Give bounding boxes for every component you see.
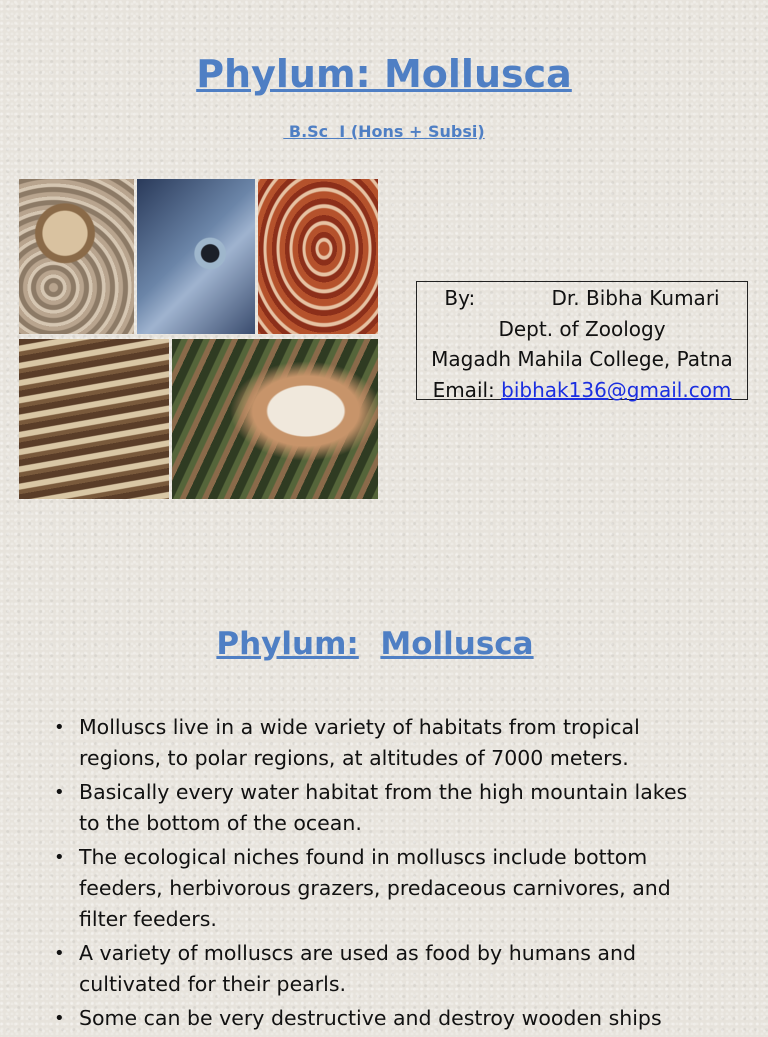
bullet-icon: • (54, 1008, 65, 1029)
bullet-icon: • (54, 717, 65, 738)
list-item: • Basically every water habitat from the high mountain lakes to the bottom of the ocean. (52, 777, 742, 839)
section-heading-part1: Phylum: (216, 626, 359, 662)
bullet-icon: • (54, 847, 65, 868)
author-department: Dept. of Zoology (498, 316, 666, 341)
author-name: By: Dr. Bibha Kumari (444, 286, 720, 310)
page-title: Phylum: Mollusca (196, 52, 572, 96)
nautilus-photo (172, 339, 378, 499)
chiton-photo (258, 179, 378, 334)
facts-list (52, 712, 742, 1037)
clam-shell-photo (19, 339, 169, 499)
author-info-box (416, 281, 748, 400)
list-item: • A variety of molluscs are used as food by humans and cultivated for their pearls. (52, 938, 742, 1000)
author-email-line (417, 375, 747, 406)
squid-photo (137, 179, 255, 334)
list-item: • The ecological niches found in molluscs include bottom feeders, herbivorous grazers, predaceous carnivores, and filter feeders. (52, 842, 742, 935)
list-item: • Some can be very destructive and destroy wooden ships (52, 1003, 742, 1034)
bullet-icon: • (54, 943, 65, 964)
author-college: Magadh Mahila College, Patna (431, 347, 733, 371)
bullet-icon: • (54, 782, 65, 803)
email-link[interactable]: bibhak136@gmail.com (501, 377, 732, 402)
section-heading-part2: Mollusca (380, 626, 534, 662)
section-heading (0, 626, 750, 662)
list-item: • Molluscs live in a wide variety of habitats from tropical regions, to polar regions, at altitudes of 7000 meters. (52, 712, 742, 774)
email-label: Email: (432, 377, 502, 402)
mollusc-photo-collage (19, 179, 378, 499)
snail-photo (19, 179, 134, 334)
course-subtitle: B.Sc I (Hons + Subsi) (283, 122, 485, 141)
